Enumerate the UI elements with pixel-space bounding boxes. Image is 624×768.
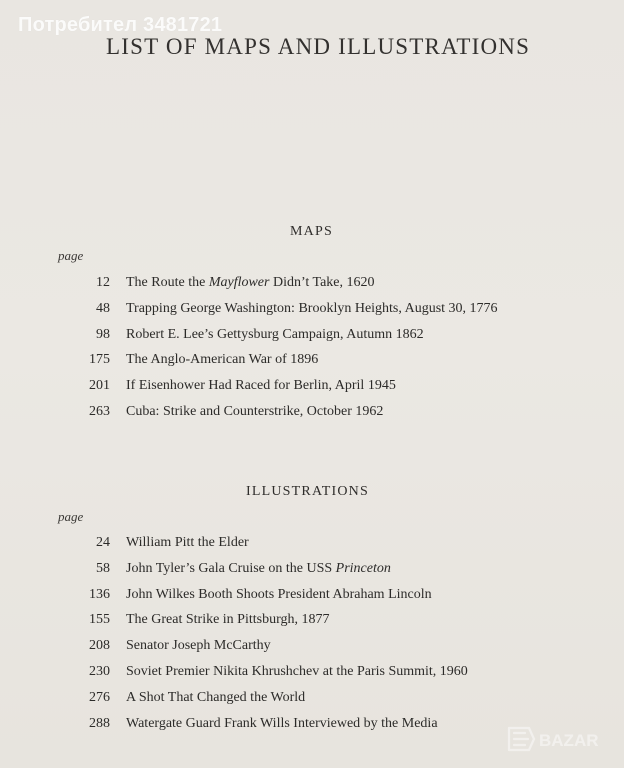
entry-page-number: 208	[89, 638, 110, 654]
entry-text-before: Robert E. Lee’s Gettysburg Campaign, Autumn 1862	[126, 326, 424, 342]
entry-text-before: The Great Strike in Pittsburgh, 1877	[126, 612, 330, 628]
maps-entry	[0, 352, 624, 378]
illustrations-page-label: page	[58, 509, 84, 524]
entry-page-number: 12	[96, 275, 110, 290]
entry-page-number: 288	[89, 715, 110, 731]
entry-title	[126, 612, 330, 628]
illustrations-entry	[0, 587, 624, 613]
entry-text-before: If Eisenhower Had Raced for Berlin, April 1945	[126, 378, 396, 394]
maps-section-heading: MAPS	[290, 224, 333, 239]
entry-title	[126, 301, 498, 317]
entry-title	[126, 638, 271, 654]
entry-text-before: Watergate Guard Frank Wills Interviewed by the Media	[126, 715, 438, 731]
entry-text-before: Soviet Premier Nikita Khrushchev at the Paris Summit, 1960	[126, 663, 468, 679]
entry-text-before: John Tyler’s Gala Cruise on the USS	[126, 560, 336, 576]
entry-text-after: Didn’t Take, 1620	[269, 275, 375, 290]
maps-entry	[0, 275, 624, 301]
entry-text-before: Trapping George Washington: Brooklyn Heights, August 30, 1776	[126, 300, 498, 316]
entry-text-before: The Route the	[126, 275, 209, 290]
entry-title	[126, 327, 424, 343]
entry-page-number: 263	[89, 403, 110, 419]
entry-page-number: 58	[96, 560, 110, 576]
maps-list	[0, 275, 624, 430]
entry-title	[126, 716, 438, 732]
maps-page-label: page	[58, 248, 84, 263]
maps-entry	[0, 301, 624, 327]
entry-title	[126, 275, 375, 291]
entry-text-italic: Princeton	[335, 560, 391, 576]
illustrations-entry	[0, 535, 624, 561]
entry-page-number: 24	[96, 535, 110, 550]
entry-text-before: A Shot That Changed the World	[126, 689, 306, 705]
watermark-text: Потребител 3481721	[18, 14, 223, 36]
illustrations-list	[0, 535, 624, 741]
entry-text-before: Senator Joseph McCarthy	[126, 638, 271, 654]
page-title: LIST OF MAPS AND ILLUSTRATIONS	[106, 34, 531, 59]
entry-title	[126, 587, 432, 603]
maps-entry	[0, 327, 624, 353]
illustrations-entry	[0, 690, 624, 716]
entry-page-number: 98	[96, 326, 110, 342]
entry-page-number: 230	[89, 663, 110, 679]
entry-page-number: 201	[89, 378, 110, 394]
entry-page-number: 136	[89, 586, 110, 602]
maps-entry	[0, 378, 624, 404]
entry-page-number: 155	[89, 612, 110, 628]
illustrations-entry	[0, 612, 624, 638]
baza-logo-icon	[500, 720, 612, 760]
entry-title	[126, 378, 396, 394]
entry-text-before: Cuba: Strike and Counterstrike, October 1962	[126, 403, 384, 419]
entry-title	[126, 535, 249, 551]
entry-text-italic: Mayflower	[208, 275, 270, 290]
entry-title	[126, 664, 468, 680]
entry-title	[126, 561, 391, 577]
entry-page-number: 175	[89, 352, 110, 368]
entry-text-before: John Wilkes Booth Shoots President Abraham Lincoln	[126, 586, 432, 602]
baza-logo-text: BAZAR	[539, 731, 599, 750]
maps-entry	[0, 404, 624, 430]
illustrations-entry	[0, 664, 624, 690]
entry-page-number: 48	[96, 300, 110, 316]
illustrations-section-heading: ILLUSTRATIONS	[246, 484, 369, 499]
entry-title	[126, 690, 305, 706]
entry-text-before: William Pitt the Elder	[126, 535, 249, 550]
illustrations-entry	[0, 561, 624, 587]
entry-page-number: 276	[89, 689, 110, 705]
entry-title	[126, 352, 318, 368]
baza-logo	[500, 720, 612, 760]
illustrations-entry	[0, 638, 624, 664]
entry-text-before: The Anglo-American War of 1896	[126, 352, 319, 368]
entry-title	[126, 404, 383, 420]
